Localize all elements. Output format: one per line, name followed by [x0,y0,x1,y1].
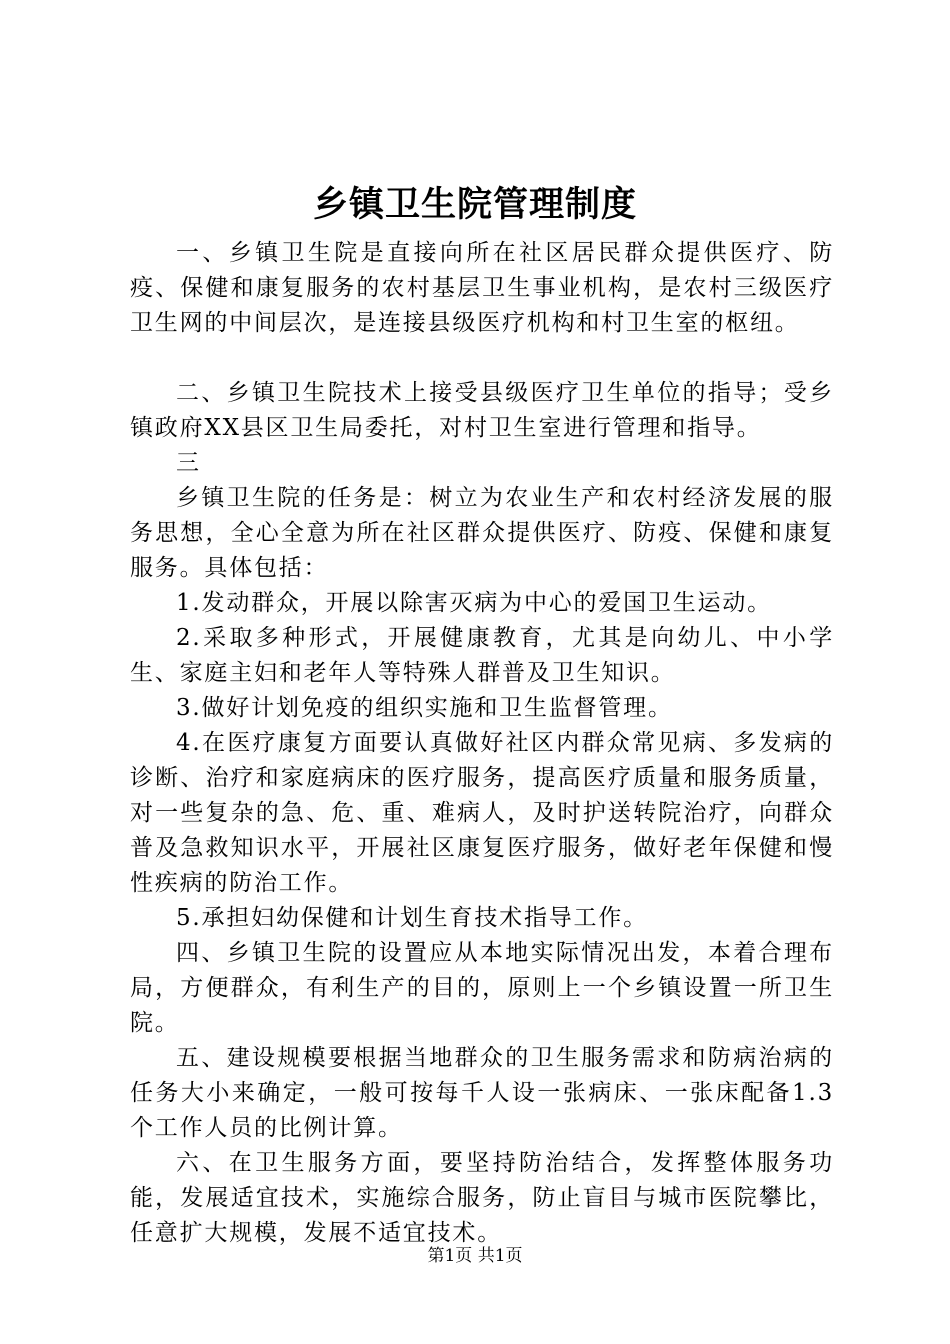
list-item-3: 3.做好计划免疫的组织实施和卫生监督管理。 [176,695,673,721]
paragraph-3: 乡镇卫生院的任务是：树立为农业生产和农村经济发展的服务思想，全心全意为所在社区群众提供医疗、防疫、保健和康复服务。具体包括： [130,485,834,581]
page-number-footer: 第1页 共1页 [427,1246,523,1266]
paragraph-2: 二、乡镇卫生院技术上接受县级医疗卫生单位的指导；受乡镇政府XX县区卫生局委托，对村卫生室进行管理和指导。 [130,380,834,441]
paragraph-4: 四、乡镇卫生院的设置应从本地实际情况出发，本着合理布局，方便群众，有利生产的目的，原则上一个乡镇设置一所卫生院。 [130,940,834,1036]
list-item-1: 1.发动群众，开展以除害灭病为中心的爱国卫生运动。 [176,590,772,616]
paragraph-gap [130,341,834,376]
document-title: 乡镇卫生院管理制度 [312,184,637,225]
paragraph-6: 六、在卫生服务方面，要坚持防治结合，发挥整体服务功能，发展适宜技术，实施综合服务，防止盲目与城市医院攀比，任意扩大规模，发展不适宜技术。 [130,1150,834,1246]
paragraph-5: 五、建设规模要根据当地群众的卫生服务需求和防病治病的任务大小来确定，一般可按每千人设一张病床、一张床配备1.3个工作人员的比例计算。 [130,1045,834,1141]
list-item-2: 2.采取多种形式，开展健康教育，尤其是向幼儿、中小学生、家庭主妇和老年人等特殊人群普及卫生知识。 [130,625,834,686]
document-body [130,236,834,1251]
paragraph-1: 一、乡镇卫生院是直接向所在社区居民群众提供医疗、防疫、保健和康复服务的农村基层卫生事业机构，是农村三级医疗卫生网的中间层次，是连接县级医疗机构和村卫生室的枢纽。 [130,240,834,336]
paragraph-3-heading: 三 [176,450,201,476]
list-item-5: 5.承担妇幼保健和计划生育技术指导工作。 [176,905,648,931]
list-item-4: 4.在医疗康复方面要认真做好社区内群众常见病、多发病的诊断、治疗和家庭病床的医疗服务，提高医疗质量和服务质量，对一些复杂的急、危、重、难病人，及时护送转院治疗，向群众普及急救知识水平，开展社区康复医疗服务，做好老年保健和慢性疾病的防治工作。 [130,730,834,896]
